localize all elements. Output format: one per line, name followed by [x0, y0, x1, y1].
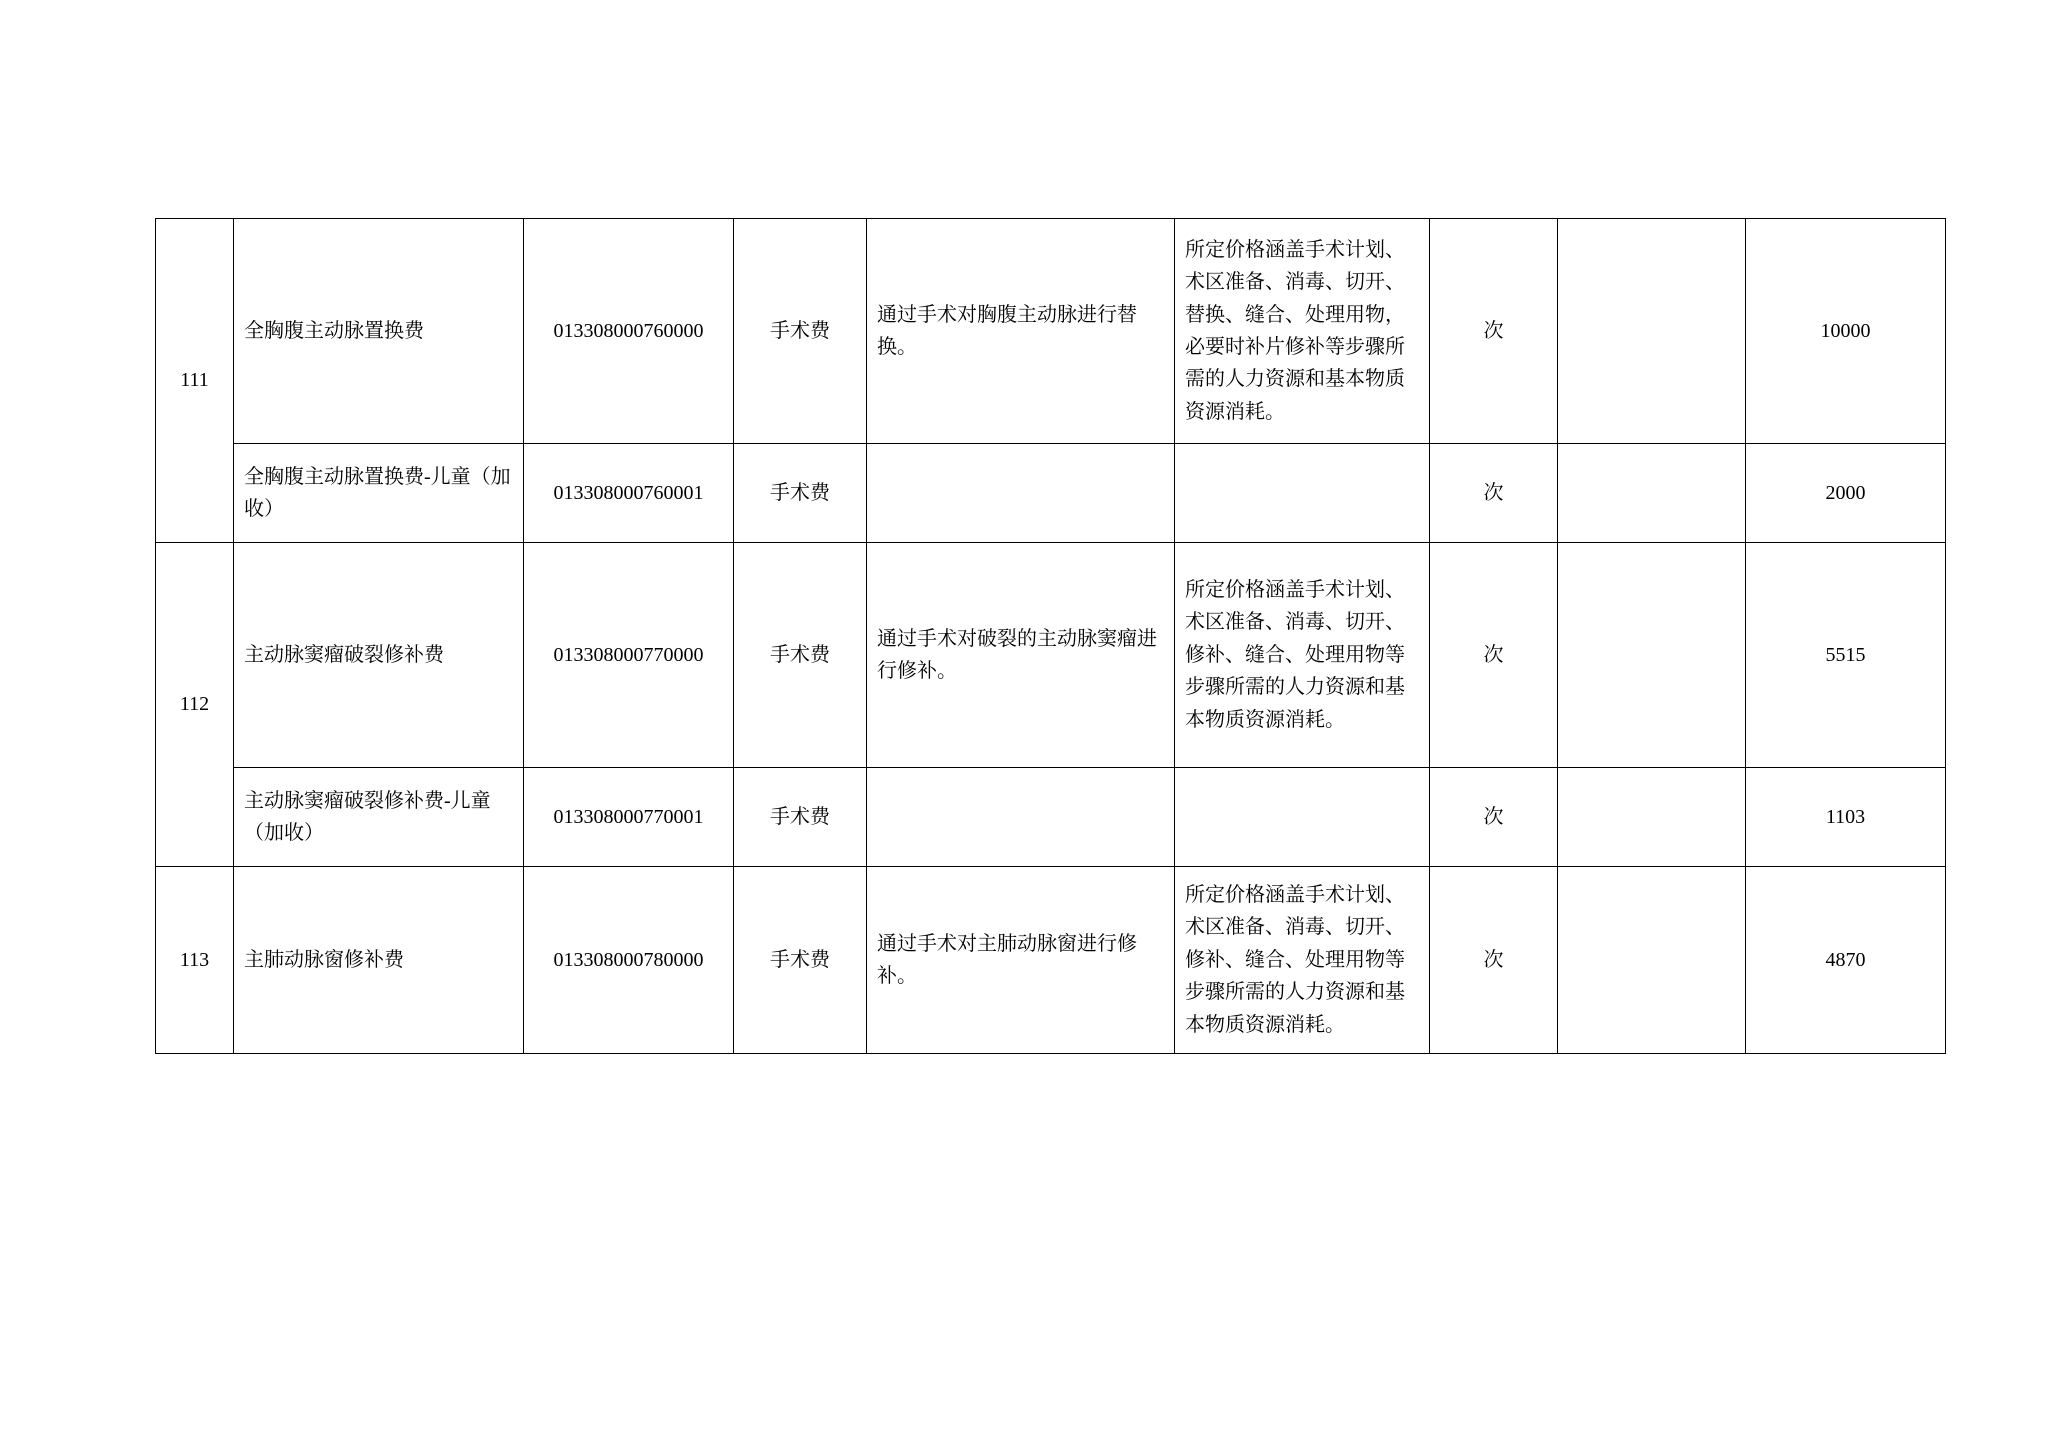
table-row [156, 444, 1946, 543]
item-note [1558, 867, 1746, 1054]
item-code: 013308000770001 [524, 768, 734, 867]
item-content: 所定价格涵盖手术计划、术区准备、消毒、切开、修补、缝合、处理用物等步骤所需的人力资源和基本物质资源消耗。 [1175, 543, 1430, 768]
table-row [156, 219, 1946, 444]
item-name: 主肺动脉窗修补费 [234, 867, 524, 1054]
row-index: 113 [156, 867, 234, 1054]
item-note [1558, 543, 1746, 768]
item-unit: 次 [1430, 867, 1558, 1054]
item-description [867, 768, 1175, 867]
item-price: 4870 [1746, 867, 1946, 1054]
item-price: 1103 [1746, 768, 1946, 867]
item-price: 5515 [1746, 543, 1946, 768]
item-description: 通过手术对破裂的主动脉窦瘤进行修补。 [867, 543, 1175, 768]
item-content: 所定价格涵盖手术计划、术区准备、消毒、切开、替换、缝合、处理用物，必要时补片修补等步骤所需的人力资源和基本物质资源消耗。 [1175, 219, 1430, 444]
item-name: 主动脉窦瘤破裂修补费 [234, 543, 524, 768]
table-row [156, 867, 1946, 1054]
item-price: 2000 [1746, 444, 1946, 543]
price-table [155, 218, 1946, 1054]
item-description [867, 444, 1175, 543]
item-code: 013308000780000 [524, 867, 734, 1054]
item-fee-type: 手术费 [734, 444, 867, 543]
item-unit: 次 [1430, 543, 1558, 768]
item-note [1558, 768, 1746, 867]
item-name: 主动脉窦瘤破裂修补费-儿童（加收） [234, 768, 524, 867]
item-content: 所定价格涵盖手术计划、术区准备、消毒、切开、修补、缝合、处理用物等步骤所需的人力资源和基本物质资源消耗。 [1175, 867, 1430, 1054]
item-code: 013308000770000 [524, 543, 734, 768]
item-unit: 次 [1430, 768, 1558, 867]
item-note [1558, 444, 1746, 543]
item-description: 通过手术对主肺动脉窗进行修补。 [867, 867, 1175, 1054]
row-index: 111 [156, 219, 234, 543]
row-index: 112 [156, 543, 234, 867]
price-table-container [155, 218, 1945, 1054]
table-row [156, 768, 1946, 867]
item-note [1558, 219, 1746, 444]
item-code: 013308000760001 [524, 444, 734, 543]
item-fee-type: 手术费 [734, 768, 867, 867]
item-name: 全胸腹主动脉置换费 [234, 219, 524, 444]
item-unit: 次 [1430, 444, 1558, 543]
item-unit: 次 [1430, 219, 1558, 444]
item-code: 013308000760000 [524, 219, 734, 444]
item-name: 全胸腹主动脉置换费-儿童（加收） [234, 444, 524, 543]
item-description: 通过手术对胸腹主动脉进行替换。 [867, 219, 1175, 444]
table-row [156, 543, 1946, 768]
item-price: 10000 [1746, 219, 1946, 444]
item-content [1175, 444, 1430, 543]
item-fee-type: 手术费 [734, 867, 867, 1054]
item-fee-type: 手术费 [734, 219, 867, 444]
item-content [1175, 768, 1430, 867]
item-fee-type: 手术费 [734, 543, 867, 768]
